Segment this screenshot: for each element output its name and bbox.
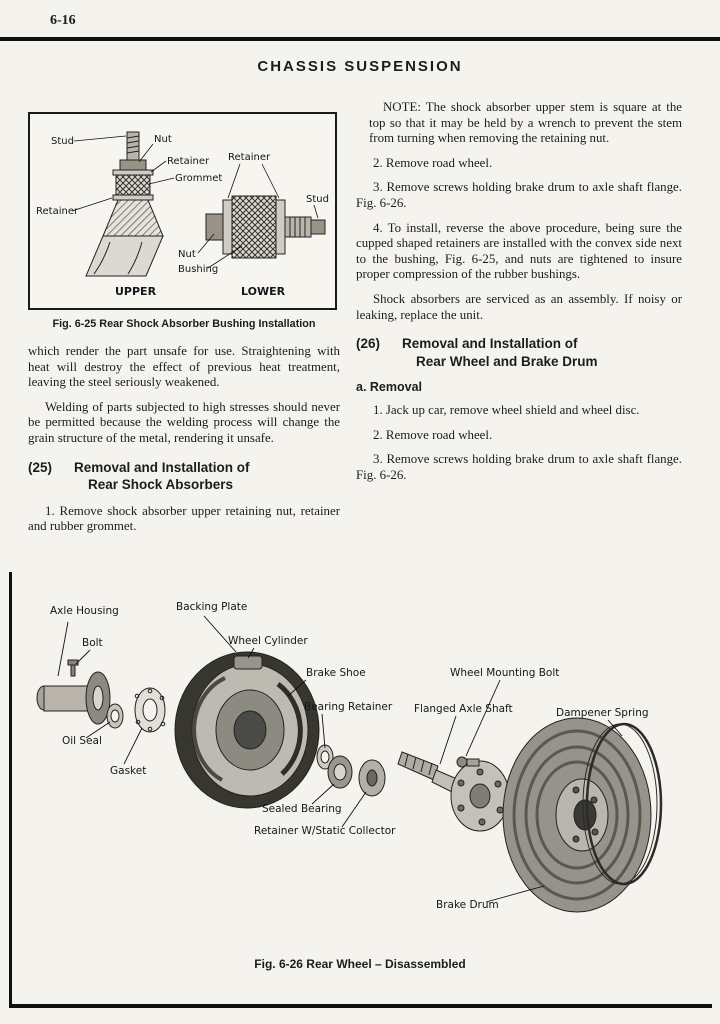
- step-26-2: 2. Remove road wheel.: [373, 427, 493, 442]
- label-retainer-static: Retainer W/Static Collector: [254, 825, 396, 837]
- fig-6-25-drawing: [30, 114, 335, 308]
- label-stud-upper: Stud: [51, 136, 74, 147]
- lower-bushing-diagram: [206, 196, 325, 258]
- step-25-1: 1. Remove shock absorber upper retaining nut, retainer and rubber grommet.: [28, 503, 340, 534]
- label-backing-plate: Backing Plate: [176, 601, 248, 613]
- step-25-3: 3. Remove screws holding brake drum to axle shaft flange. Fig. 6-26.: [356, 180, 682, 210]
- section-26-title-line1: Removal and Installation of: [402, 336, 578, 352]
- label-retainer-left: Retainer: [36, 206, 79, 217]
- label-bolt: Bolt: [82, 637, 103, 649]
- page-number: 6-16: [50, 13, 76, 28]
- label-dampener-spring: Dampener Spring: [556, 707, 649, 719]
- top-rule: [0, 37, 720, 41]
- label-lower: LOWER: [241, 285, 286, 298]
- retainer-static-collector-drawing: [359, 760, 385, 796]
- bottom-rule: [10, 1004, 712, 1008]
- section-25-title-line1: Removal and Installation of: [74, 459, 250, 475]
- paragraph-unsafe: which render the part unsafe for use. Straightening with heat will destroy the effect of previous heat treatment, leaving the steel seriously weakened.: [28, 344, 340, 390]
- axle-housing-drawing: [37, 672, 110, 724]
- section-25-heading: [28, 459, 340, 494]
- section-25-title: [74, 459, 250, 494]
- label-wheel-cylinder: Wheel Cylinder: [228, 635, 308, 647]
- paragraph-welding: Welding of parts subjected to high stresses should never be permitted because the welding process will change the grain structure of the metal, rendering it unsafe.: [28, 399, 340, 445]
- note-paragraph: NOTE: The shock absorber upper stem is square at the top so that it may be held by a wrench to prevent the stem from turning when removing the retaining nut.: [369, 100, 682, 146]
- section-26-title: [402, 335, 598, 370]
- label-nut-upper: Nut: [154, 134, 172, 145]
- upper-bushing-diagram: [86, 132, 163, 276]
- label-wheel-mounting-bolt: Wheel Mounting Bolt: [450, 667, 560, 679]
- label-gasket: Gasket: [110, 765, 147, 777]
- sealed-bearing-drawing: [328, 756, 352, 788]
- step-25-2: 2. Remove road wheel.: [373, 155, 493, 170]
- label-grommet: Grommet: [175, 173, 223, 184]
- figure-6-25: [28, 112, 337, 310]
- page-title: CHASSIS SUSPENSION: [257, 58, 463, 75]
- label-retainer-upper: Retainer: [167, 156, 210, 167]
- label-nut-lower: Nut: [178, 249, 196, 260]
- section-25-number: (25): [28, 459, 53, 475]
- section-26-heading: [356, 335, 682, 370]
- figure-6-26: [10, 572, 712, 956]
- text-columns: [28, 100, 682, 544]
- left-column: [28, 100, 340, 544]
- label-axle-housing: Axle Housing: [50, 605, 119, 617]
- label-bearing-retainer: Bearing Retainer: [304, 701, 393, 713]
- oil-seal-drawing: [107, 704, 123, 728]
- wheel-mounting-bolt-drawing: [457, 757, 479, 767]
- step-26-3: 3. Remove screws holding brake drum to axle shaft flange. Fig. 6-26.: [356, 452, 682, 482]
- section-25-title-line2: Rear Shock Absorbers: [88, 477, 234, 493]
- bolt-drawing: [68, 660, 78, 676]
- paragraph-serviced: Shock absorbers are serviced as an assembly. If noisy or leaking, replace the unit.: [356, 291, 682, 322]
- figure-6-25-caption: Fig. 6-25 Rear Shock Absorber Bushing Installation: [52, 318, 316, 330]
- right-column: [356, 100, 682, 544]
- section-26-number: (26): [356, 336, 381, 352]
- label-retainer-lower: Retainer: [228, 152, 271, 163]
- flanged-axle-shaft-drawing: [398, 752, 509, 831]
- label-stud-lower: Stud: [306, 194, 329, 205]
- section-26-title-line2: Rear Wheel and Brake Drum: [416, 353, 598, 369]
- label-bushing: Bushing: [178, 264, 219, 275]
- label-upper: UPPER: [115, 285, 157, 298]
- label-brake-shoe: Brake Shoe: [306, 667, 366, 679]
- figure-6-26-caption: Fig. 6-26 Rear Wheel – Disassembled: [254, 957, 466, 971]
- fig-6-26-drawing: [10, 572, 712, 956]
- step-26-1: 1. Jack up car, remove wheel shield and wheel disc.: [373, 403, 640, 418]
- subsection-a-removal: a. Removal: [356, 380, 423, 395]
- backing-plate-drawing: [175, 652, 319, 808]
- label-oil-seal: Oil Seal: [62, 735, 102, 747]
- step-25-4: 4. To install, reverse the above procedure, being sure the cupped shaped retainers are installed with the convex side next to the bushing, Fig. 6-25, and nuts are tightened to insure proper compression of the rubber bushings.: [356, 220, 682, 282]
- label-sealed-bearing: Sealed Bearing: [262, 803, 342, 815]
- label-brake-drum: Brake Drum: [436, 899, 499, 911]
- label-flanged-axle-shaft: Flanged Axle Shaft: [414, 703, 513, 715]
- gasket-drawing: [135, 688, 165, 732]
